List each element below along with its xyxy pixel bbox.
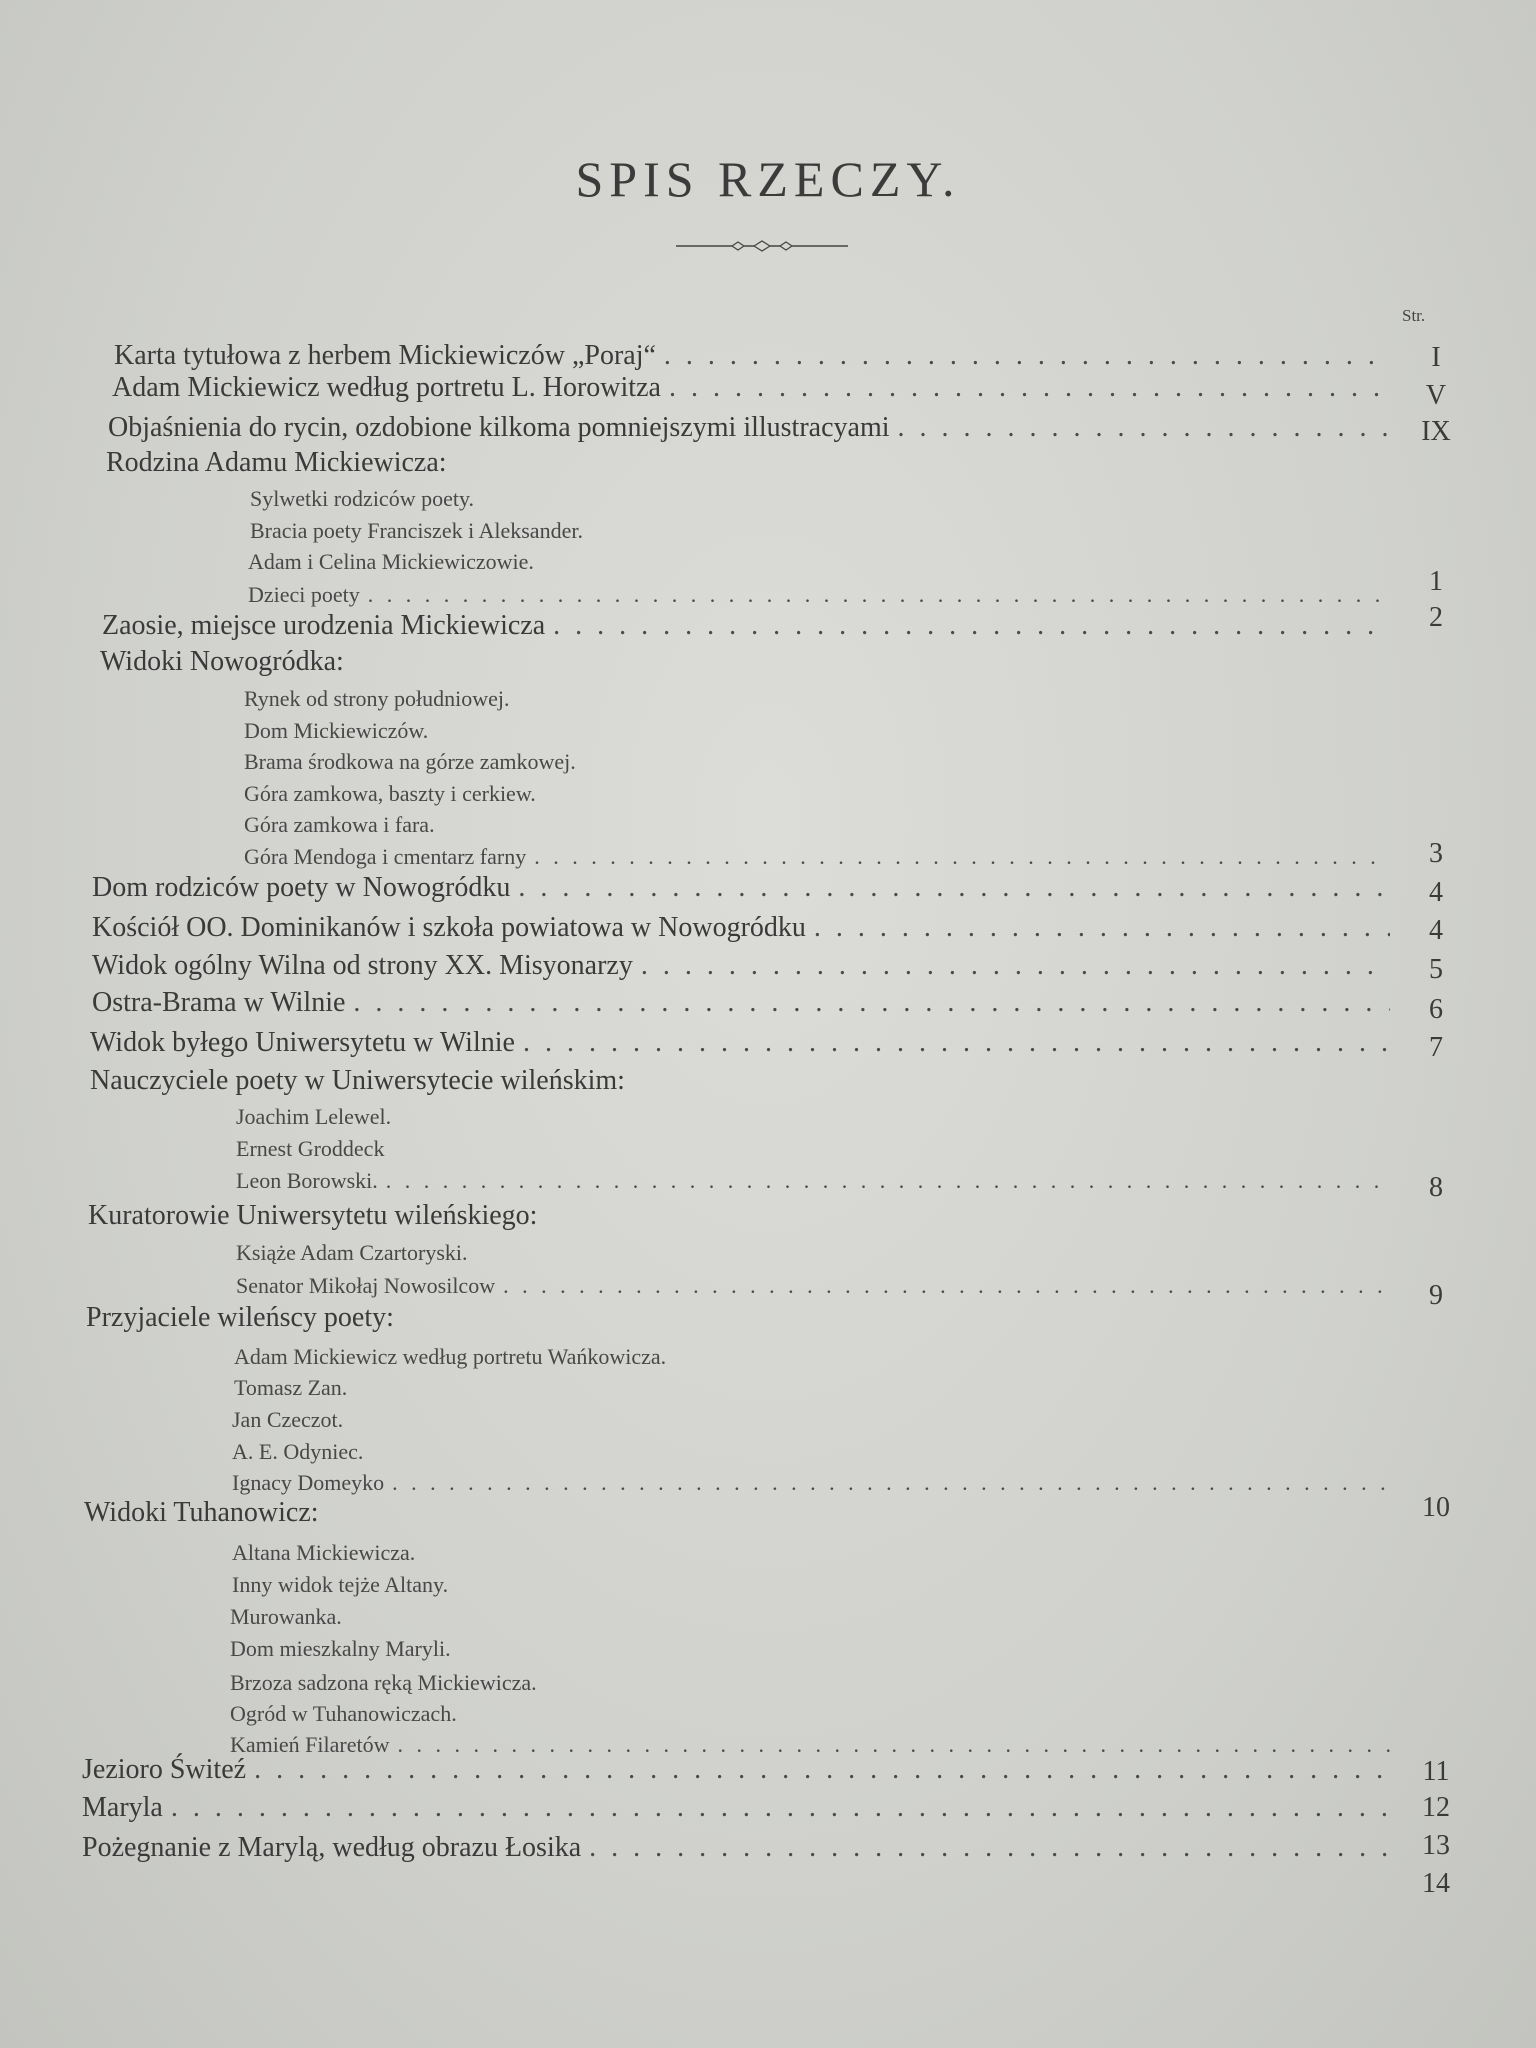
toc-page-number: 7: [1429, 1032, 1443, 1063]
toc-entry-text: Dom Mickiewiczów.: [244, 718, 429, 743]
dot-leader: [664, 340, 1390, 372]
toc-page-number: 14: [1422, 1868, 1450, 1899]
dot-leader: [589, 1832, 1390, 1864]
toc-page-number: 12: [1422, 1792, 1450, 1823]
toc-entry-text: Dom mieszkalny Maryli.: [230, 1636, 451, 1661]
toc-page-number: 4: [1429, 915, 1443, 946]
toc-entry-text: Inny widok tejże Altany.: [232, 1572, 449, 1597]
toc-entry: [108, 412, 1390, 444]
toc-page-number: 3: [1429, 838, 1443, 869]
toc-subentry: [244, 686, 510, 712]
dot-leader: [254, 1754, 1390, 1786]
toc-page-number: 2: [1429, 602, 1443, 633]
toc-entry-text: Rynek od strony południowej.: [244, 686, 510, 711]
toc-entry-text: Brama środkowa na górze zamkowej.: [244, 749, 576, 774]
toc-entry-text: Ignacy Domeyko: [232, 1470, 385, 1495]
toc-entry: [84, 1497, 319, 1529]
toc-subentry: [232, 1540, 415, 1566]
toc-subentry: [250, 486, 474, 512]
toc-entry-text: Ostra-Brama w Wilnie: [92, 987, 346, 1018]
toc-entry-text: Widok ogólny Wilna od strony XX. Misyonarzy: [92, 950, 633, 981]
toc-entry-text: Zaosie, miejsce urodzenia Mickiewicza: [102, 610, 546, 641]
page-title: SPIS RZECZY.: [575, 151, 961, 207]
toc-entry-text: Pożegnanie z Marylą, według obrazu Łosika: [82, 1832, 582, 1863]
toc-entry: [112, 372, 1390, 404]
toc-entry-text: Senator Mikołaj Nowosilcow: [236, 1273, 496, 1298]
toc-subentry: [244, 781, 536, 807]
dot-leader: [368, 582, 1390, 608]
toc-entry-text: Jan Czeczot.: [232, 1407, 344, 1432]
toc-subentry: [232, 1407, 343, 1433]
toc-subentry: [244, 718, 428, 744]
dot-leader: [669, 372, 1390, 404]
toc-subentry: [236, 1273, 1390, 1299]
toc-subentry: [248, 549, 534, 575]
toc-entry: [86, 1302, 394, 1334]
dot-leader: [392, 1470, 1390, 1496]
toc-page-number: 11: [1422, 1756, 1450, 1787]
toc-subentry: [244, 812, 435, 838]
toc-entry: [92, 950, 1390, 982]
toc-entry-text: Książe Adam Czartoryski.: [236, 1240, 468, 1265]
dot-leader: [898, 412, 1391, 444]
toc-subentry: [232, 1439, 363, 1465]
toc-entry-text: Brzoza sadzona ręką Mickiewicza.: [230, 1670, 537, 1695]
toc-subentry: [230, 1701, 457, 1727]
toc-subentry: [236, 1240, 468, 1266]
toc-entry-text: Leon Borowski.: [236, 1168, 378, 1193]
toc-entry-text: Kamień Filaretów: [230, 1732, 390, 1757]
toc-entry-text: Rodzina Adamu Mickiewicza:: [106, 447, 447, 478]
toc-subentry: [230, 1636, 451, 1662]
toc-entry-text: Widoki Nowogródka:: [100, 646, 344, 677]
toc-page-number: IX: [1421, 416, 1451, 447]
toc-entry: [106, 447, 447, 479]
toc-subentry: [232, 1572, 448, 1598]
toc-entry-text: Dom rodziców poety w Nowogródku: [92, 872, 511, 903]
toc-subentry: [234, 1344, 666, 1370]
toc-entry-text: Kuratorowie Uniwersytetu wileńskiego:: [88, 1200, 538, 1231]
toc-entry: [92, 872, 1390, 904]
toc-entry-text: Objaśnienia do rycin, ozdobione kilkoma pomniejszymi illustracyami: [108, 412, 890, 443]
toc-entry-text: Adam Mickiewicz według portretu Wańkowicza.: [234, 1344, 667, 1369]
dot-leader: [814, 912, 1390, 944]
dot-leader: [503, 1273, 1390, 1299]
toc-subentry: [236, 1104, 391, 1130]
toc-entry: [82, 1792, 1390, 1824]
toc-entry-text: Ogród w Tuhanowiczach.: [230, 1701, 457, 1726]
toc-entry: [90, 1027, 1390, 1059]
toc-entry-text: Góra zamkowa, baszty i cerkiew.: [244, 781, 536, 806]
page-column-label: Str.: [1402, 306, 1426, 325]
toc-entry-text: A. E. Odyniec.: [232, 1439, 364, 1464]
toc-entry-text: Ernest Groddeck: [236, 1136, 385, 1161]
toc-entry-text: Góra zamkowa i fara.: [244, 812, 435, 837]
dot-leader: [523, 1027, 1390, 1059]
toc-page-number: 8: [1429, 1172, 1443, 1203]
toc-subentry: [234, 1375, 347, 1401]
dot-leader: [534, 844, 1390, 870]
toc-entry-text: Maryla: [82, 1792, 163, 1823]
toc-entry: [114, 340, 1390, 372]
dot-leader: [353, 987, 1390, 1019]
toc-subentry: [236, 1136, 384, 1162]
toc-page-number: 6: [1429, 994, 1443, 1025]
toc-subentry: [248, 582, 1390, 608]
toc-entry-text: Nauczyciele poety w Uniwersytecie wileńskim:: [90, 1065, 625, 1096]
toc-entry: [92, 912, 1390, 944]
toc-subentry: [230, 1670, 537, 1696]
toc-page-number: 13: [1422, 1830, 1450, 1861]
toc-entry: [88, 1200, 537, 1232]
toc-entry: [102, 610, 1390, 642]
toc-entry-text: Karta tytułowa z herbem Mickiewiczów „Poraj“: [114, 340, 656, 371]
dot-leader: [518, 872, 1390, 904]
toc-subentry: [232, 1470, 1390, 1496]
dot-leader: [171, 1792, 1390, 1824]
toc-entry-text: Tomasz Zan.: [234, 1375, 348, 1400]
toc-entry-text: Widoki Tuhanowicz:: [84, 1497, 319, 1528]
toc-subentry: [244, 844, 1390, 870]
toc-page-number: 4: [1429, 877, 1443, 908]
toc-page-number: 10: [1422, 1492, 1450, 1523]
toc-entry-text: Dzieci poety: [248, 582, 360, 607]
toc-entry-text: Kościół OO. Dominikanów i szkoła powiatowa w Nowogródku: [92, 912, 806, 943]
toc-page-number: 5: [1429, 954, 1443, 985]
toc-entry-text: Joachim Lelewel.: [236, 1104, 392, 1129]
toc-entry-text: Altana Mickiewicza.: [232, 1540, 416, 1565]
toc-entry-text: Góra Mendoga i cmentarz farny: [244, 844, 527, 869]
toc-entry: [100, 646, 344, 678]
dot-leader: [386, 1168, 1390, 1194]
toc-entry: [90, 1065, 625, 1097]
toc-subentry: [244, 749, 576, 775]
dot-leader: [641, 950, 1390, 982]
toc-subentry: [230, 1604, 342, 1630]
toc-entry-text: Jezioro Świteź: [82, 1754, 247, 1785]
toc-subentry: [236, 1168, 1390, 1194]
toc-page-number: 1: [1429, 566, 1443, 597]
toc-entry-text: Murowanka.: [230, 1604, 342, 1629]
toc-page-number: 9: [1429, 1280, 1443, 1311]
toc-page-number: I: [1431, 342, 1441, 373]
toc-entry: [82, 1754, 1390, 1786]
toc-entry-text: Przyjaciele wileńscy poety:: [86, 1302, 394, 1333]
toc-entry-text: Sylwetki rodziców poety.: [250, 486, 475, 511]
toc-entry-text: Bracia poety Franciszek i Aleksander.: [250, 518, 583, 543]
toc-entry-text: Widok byłego Uniwersytetu w Wilnie: [90, 1027, 515, 1058]
toc-page-number: V: [1425, 380, 1447, 411]
toc-entry: [82, 1832, 1390, 1864]
dot-leader: [553, 610, 1390, 642]
toc-entry-text: Adam i Celina Mickiewiczowie.: [248, 549, 534, 574]
toc-subentry: [250, 518, 583, 544]
toc-entry-text: Adam Mickiewicz według portretu L. Horowitza: [112, 372, 661, 403]
toc-entry: [92, 987, 1390, 1019]
